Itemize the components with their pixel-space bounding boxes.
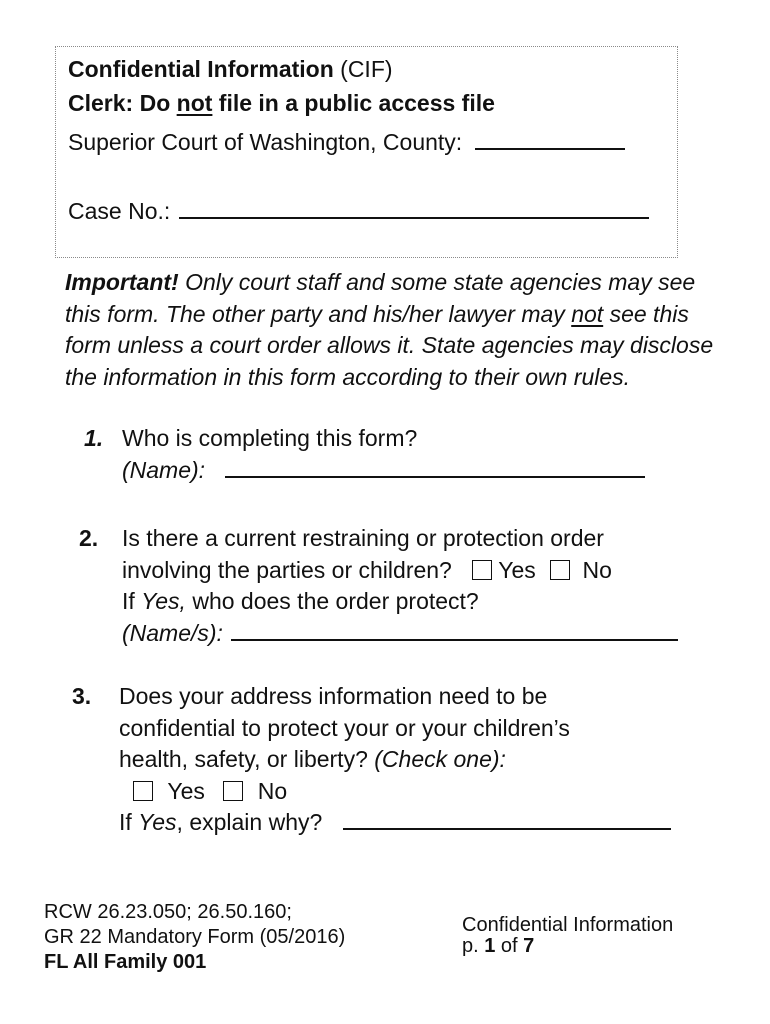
question-3-line-2: confidential to protect your or your children’s <box>119 714 570 741</box>
important-text-1: Only court staff and some state agencies may see this form. The other party and his/her lawyer may <box>65 269 696 327</box>
question-3-number: 3. <box>72 683 92 709</box>
question-3-if-pre: If <box>119 809 139 835</box>
question-1-name-label: (Name): <box>122 456 206 483</box>
question-2-line-1: Is there a current restraining or protection order <box>122 525 604 551</box>
footer-page-of: of <box>495 935 524 957</box>
question-3-line-1: Does your address information need to be <box>119 683 548 709</box>
question-2-no-label: No <box>582 556 612 583</box>
question-2-line-2-text: involving the parties or children? <box>122 556 452 583</box>
question-1-text: Who is completing this form? <box>122 425 418 451</box>
footer-page-pre: p. <box>462 935 485 957</box>
question-3-no-checkbox[interactable] <box>223 781 243 801</box>
question-2-if-yes: Yes, <box>141 588 186 614</box>
footer-gr: GR 22 Mandatory Form (05/2016) <box>44 926 346 948</box>
clerk-instruction <box>68 89 495 117</box>
footer-page <box>462 936 673 957</box>
footer-rcw: RCW 26.23.050; 26.50.160; <box>44 901 292 923</box>
question-2 <box>122 523 678 649</box>
footer-form-id: FL All Family 001 <box>44 951 207 973</box>
footer-right <box>462 915 673 957</box>
question-3-line-3-text: health, safety, or liberty? <box>119 746 375 772</box>
question-1-name-field[interactable] <box>225 475 645 478</box>
question-3-yes-checkbox[interactable] <box>133 781 153 801</box>
question-2-name-row <box>122 618 678 650</box>
case-no-field[interactable] <box>179 216 649 219</box>
question-2-yes-label: Yes <box>498 556 536 583</box>
important-not: not <box>571 300 604 327</box>
question-2-number: 2. <box>79 525 99 551</box>
question-3-explain-field[interactable] <box>343 827 671 830</box>
question-1-number: 1. <box>84 425 104 451</box>
court-label: Superior Court of Washington, County: <box>68 129 463 155</box>
question-3-line-3 <box>119 744 671 776</box>
cif-title-suffix: (CIF) <box>333 56 393 82</box>
clerk-not: not <box>176 90 213 116</box>
clerk-post: file in a public access file <box>212 90 495 116</box>
footer-right-title: Confidential Information <box>462 914 674 936</box>
important-text-2: see this form unless a court order allows it. State agencies may disclose the information in this form according to their own rules. <box>65 300 714 390</box>
question-3-if-yes: Yes <box>138 809 177 835</box>
important-label: Important! <box>65 269 179 295</box>
question-2-if-post: who does the order protect? <box>185 588 479 614</box>
question-3 <box>119 681 671 839</box>
question-3-check-one: (Check one): <box>374 746 506 772</box>
court-line <box>68 128 625 156</box>
question-2-name-label: (Name/s): <box>122 619 223 646</box>
case-no-label: Case No.: <box>68 198 171 224</box>
question-1-name-row <box>122 455 645 487</box>
question-2-if-pre: If <box>122 588 142 614</box>
question-1 <box>122 423 645 486</box>
question-3-options <box>119 776 671 808</box>
question-2-name-field[interactable] <box>231 638 678 641</box>
question-2-yes-checkbox[interactable] <box>472 560 492 580</box>
question-3-no-label: No <box>257 777 288 804</box>
question-3-explain-row <box>119 807 671 839</box>
question-3-if-post: , explain why? <box>176 809 323 835</box>
cif-title-bold: Confidential Information <box>68 56 334 82</box>
important-notice <box>65 267 720 393</box>
question-2-line-2 <box>122 555 678 587</box>
question-2-no-checkbox[interactable] <box>550 560 570 580</box>
footer-page-total: 7 <box>523 935 535 957</box>
case-line <box>68 197 649 225</box>
question-3-yes-label: Yes <box>167 777 205 804</box>
county-field[interactable] <box>475 147 625 150</box>
footer-left <box>44 900 345 975</box>
cif-title <box>68 55 393 83</box>
question-2-line-3 <box>122 586 678 618</box>
footer-page-num: 1 <box>484 935 496 957</box>
clerk-pre: Clerk: Do <box>68 90 177 116</box>
